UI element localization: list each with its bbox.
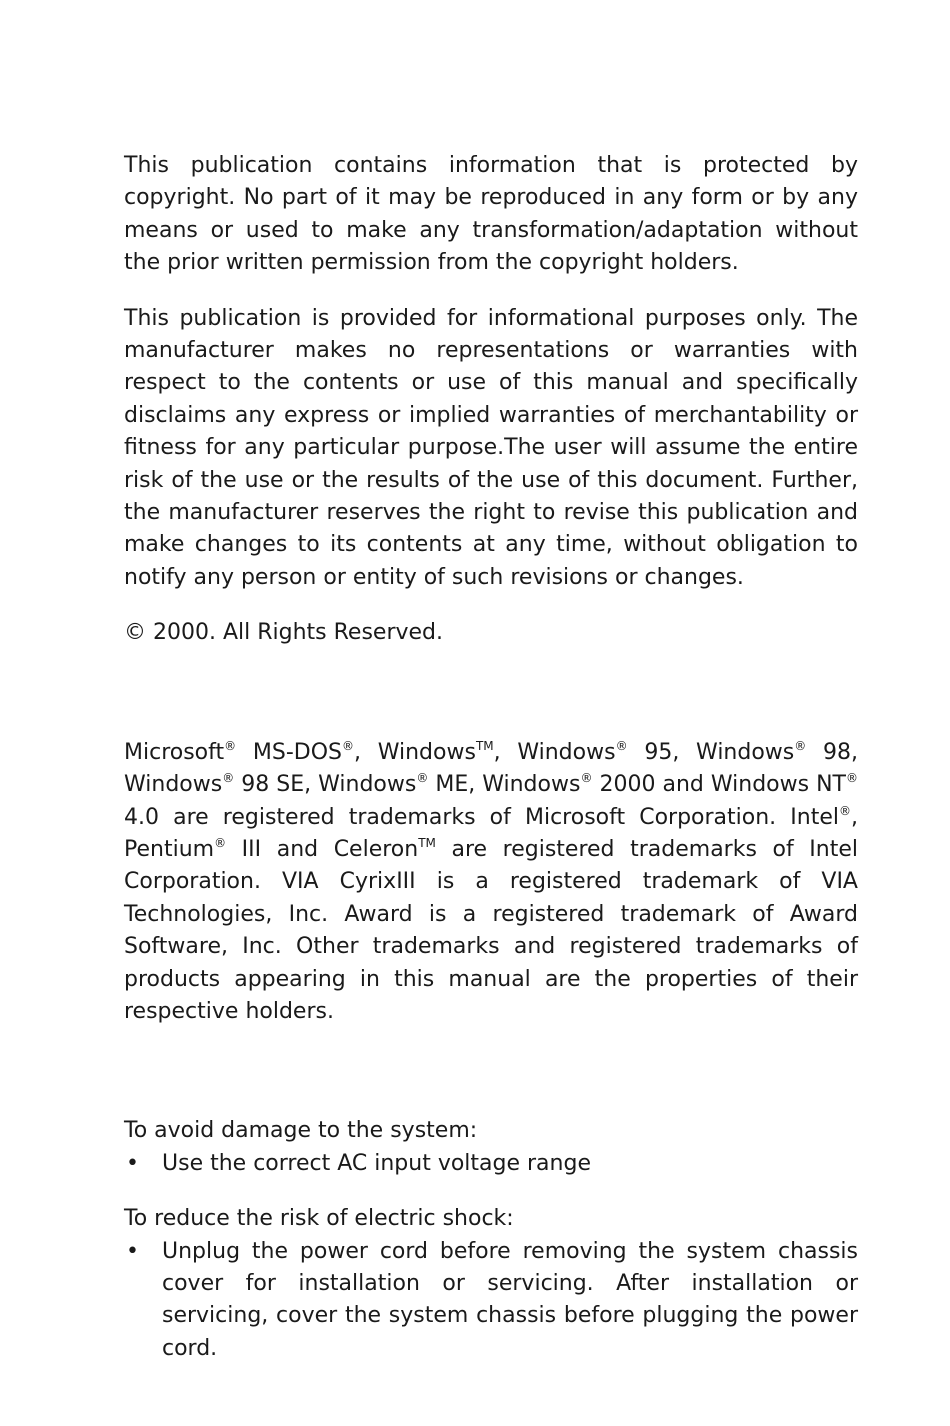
tm-text: 2000 and Windows NT: [592, 772, 846, 798]
copyright-paragraph-2: This publication is provided for informational purposes only. The manufacturer makes no representations or warranties with respect to the contents or use of this manual and specifically disclaims any express or implied warranties of merchantability or fitness for any particular purpose.The user will assume the entire risk of the use or the results of the use of this document. Further, the manufacturer reserves the right to revise this publication and make changes to its contents at any time, without obligation to notify any person or entity of such revisions or changes.: [124, 305, 858, 590]
shock-intro: To reduce the risk of electric shock:: [124, 1206, 514, 1232]
tm-text: 98 SE, Windows: [234, 772, 417, 798]
tm-text: MS-DOS: [236, 739, 342, 765]
registered-mark: ®: [341, 738, 354, 753]
bullet-icon: •: [126, 1238, 139, 1264]
tm-text: III and Celeron: [226, 836, 419, 862]
tm-text: , Windows: [353, 739, 476, 765]
tm-text: 4.0 are registered trademarks of Microsoft Corporation. Intel: [124, 804, 839, 830]
registered-mark: ®: [222, 771, 235, 786]
list-item-text: Unplug the power cord before removing the system chassis cover for installation or servicing. After installation or servicing, cover the system chassis before plugging the power cord.: [162, 1238, 858, 1361]
tm-text: ME, Windows: [428, 772, 581, 798]
registered-mark: ®: [794, 738, 807, 753]
list-item: [124, 1148, 858, 1180]
tm-text: 95, Windows: [627, 739, 795, 765]
list-item: [124, 1236, 858, 1366]
tm-text: are registered trademarks of Intel Corporation. VIA CyrixIII is a registered trademark of VIA Technologies, Inc. Award is a registered trademark of Award Software, Inc. Other trademarks and registered trademarks of products appearing in this manual are the properties of their respective holders.: [124, 836, 859, 1024]
registered-mark: ®: [580, 771, 593, 786]
document-page: [124, 150, 858, 1365]
copyright-notice: © 2000. All Rights Reserved.: [124, 620, 444, 646]
registered-mark: ®: [846, 771, 858, 786]
trademark-mark: TM: [475, 738, 494, 753]
tm-text: , Pentium: [124, 804, 858, 862]
tm-text: 98, Windows: [124, 739, 858, 798]
registered-mark: ®: [214, 835, 227, 850]
copyright-paragraph-1: This publication contains information that is protected by copyright. No part of it may be reproduced in any form or by any means or used to make any transformation/adaptation without the prior written permission from the copyright holders.: [124, 153, 858, 276]
registered-mark: ®: [224, 738, 237, 753]
tm-text: , Windows: [493, 739, 616, 765]
registered-mark: ®: [416, 771, 429, 786]
list-item-text: Use the correct AC input voltage range: [162, 1150, 591, 1176]
bullet-icon: •: [126, 1150, 139, 1176]
tm-text: Microsoft: [124, 739, 225, 765]
trademark-mark: TM: [418, 835, 436, 850]
damage-intro: To avoid damage to the system:: [124, 1118, 478, 1144]
registered-mark: ®: [615, 738, 628, 753]
trademarks-paragraph: [124, 737, 858, 1029]
registered-mark: ®: [839, 803, 851, 818]
